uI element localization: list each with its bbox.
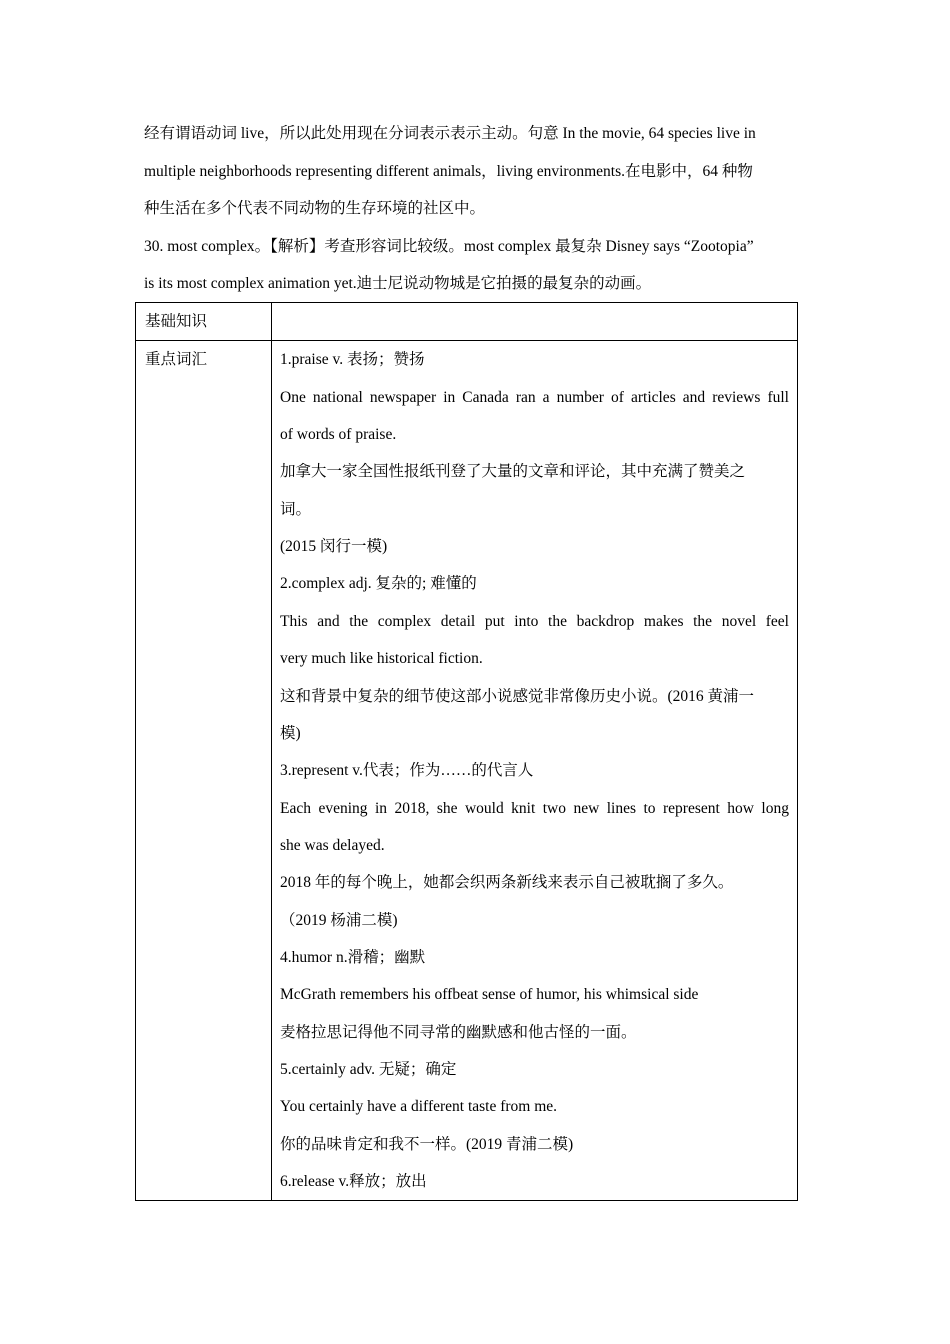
vocab-entry-headword: 5.certainly adv. 无疑；确定 xyxy=(280,1060,457,1078)
vocab-entry-headword: 3.represent v.代表；作为……的代言人 xyxy=(280,762,534,780)
vocab-example-zh: 加拿大一家全国性报纸刊登了大量的文章和评论，其中充满了赞美之 xyxy=(280,463,746,481)
vocab-entry-headword: 6.release v.释放；放出 xyxy=(280,1172,427,1190)
vocab-example-en: very much like historical fiction. xyxy=(280,650,483,668)
header-cell-basic-knowledge xyxy=(136,303,272,341)
vocab-example-en: You certainly have a different taste from me. xyxy=(280,1098,558,1116)
intro-line: 30. most complex。【解析】考查形容词比较级。most complex 最复杂 Disney says “Zootopia” xyxy=(144,237,754,255)
vocab-entry-headword: 4.humor n.滑稽；幽默 xyxy=(280,948,426,966)
vocab-example-zh: 麦格拉思记得他不同寻常的幽默感和他古怪的一面。 xyxy=(280,1023,637,1041)
intro-line: 经有谓语动词 live，所以此处用现在分词表示表示主动。句意 In the movie, 64 species live in xyxy=(144,125,756,142)
row-label-cell xyxy=(136,341,272,1201)
intro-line: is its most complex animation yet.迪士尼说动物城是它拍摄的最复杂的动画。 xyxy=(144,275,652,292)
vocab-example-en: of words of praise. xyxy=(280,426,397,444)
intro-line: 种生活在多个代表不同动物的生存环境的社区中。 xyxy=(144,200,486,217)
vocab-example-zh: 这和背景中复杂的细节使这部小说感觉非常像历史小说。(2016 黄浦一 xyxy=(280,687,755,705)
vocab-example-zh: 你的品味肯定和我不一样。(2019 青浦二模) xyxy=(280,1135,574,1153)
vocab-example-zh: 模) xyxy=(280,724,301,742)
vocab-source: （2019 杨浦二模) xyxy=(280,911,398,929)
vocabulary-table xyxy=(135,302,798,1201)
vocab-entry-headword: 1.praise v. 表扬；赞扬 xyxy=(280,351,425,369)
vocab-entry-headword: 2.complex adj. 复杂的; 难懂的 xyxy=(280,575,477,593)
vocab-example-en: One national newspaper in Canada ran a number of articles and reviews full xyxy=(280,388,789,406)
table-row-key-vocabulary xyxy=(136,341,798,1201)
vocab-example-zh: 词。 xyxy=(280,500,312,518)
table-header-row xyxy=(136,303,798,341)
vocabulary-entries-cell xyxy=(272,341,798,1201)
vocab-source: (2015 闵行一模) xyxy=(280,538,388,556)
intro-line: multiple neighborhoods representing different animals，living environments.在电影中，64 种物 xyxy=(144,162,753,180)
vocab-example-en: she was delayed. xyxy=(280,836,385,854)
row-label-key-vocabulary: 重点词汇 xyxy=(145,351,208,369)
vocab-example-zh: 2018 年的每个晚上，她都会织两条新线来表示自己被耽搁了多久。 xyxy=(280,874,734,892)
intro-paragraph xyxy=(144,115,806,303)
vocab-example-en: Each evening in 2018, she would knit two new lines to represent how long xyxy=(280,799,789,817)
vocabulary-entries xyxy=(272,341,797,1200)
vocab-example-en: McGrath remembers his offbeat sense of humor, his whimsical side xyxy=(280,986,699,1004)
header-label-basic-knowledge: 基础知识 xyxy=(145,313,208,330)
header-cell-empty xyxy=(272,303,798,341)
vocab-example-en: This and the complex detail put into the backdrop makes the novel feel xyxy=(280,612,789,630)
